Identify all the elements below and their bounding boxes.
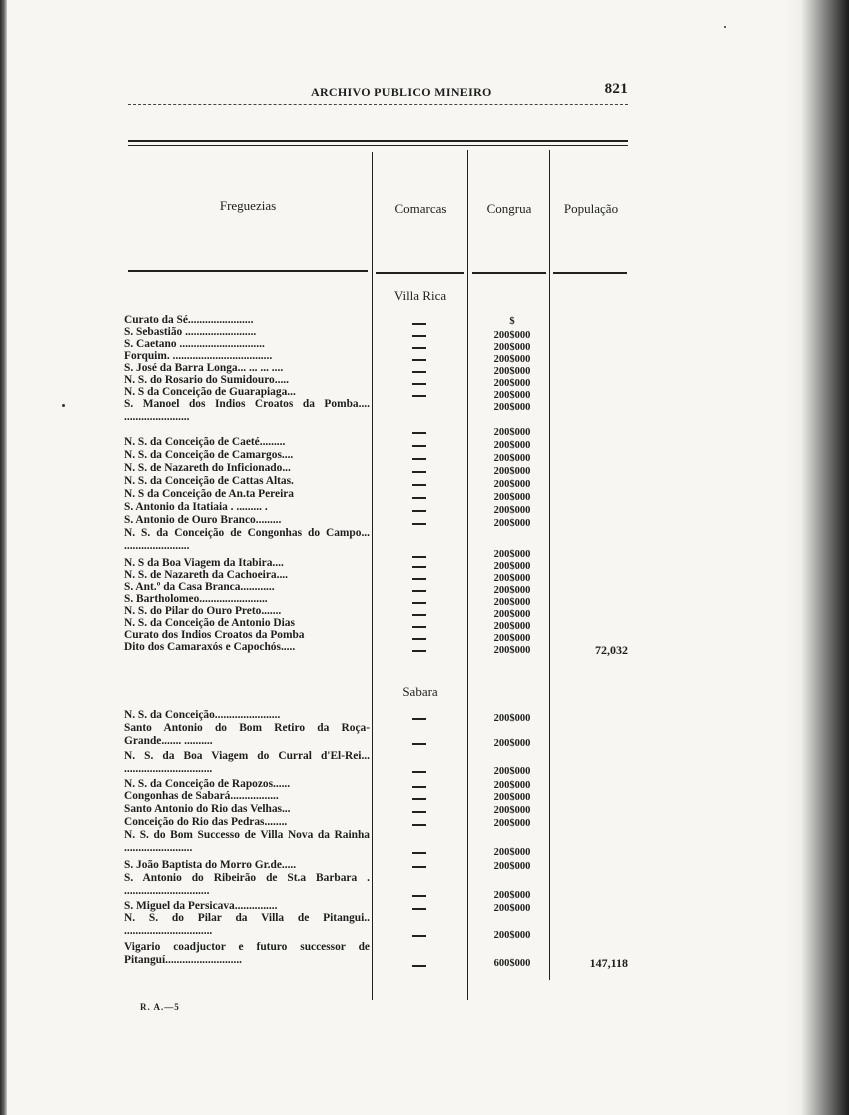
comarca-dash xyxy=(412,895,426,897)
comarca-dash xyxy=(412,786,426,788)
congrua-value: 200$000 xyxy=(493,621,531,632)
comarca-dash xyxy=(412,650,426,652)
comarca-dash xyxy=(412,626,426,628)
comarca-dash xyxy=(412,395,426,397)
congrua-value: 200$000 xyxy=(493,597,531,608)
comarca-dash xyxy=(412,566,426,568)
column-header-freguezias: Freguezias xyxy=(219,198,277,213)
comarca-dash xyxy=(412,471,426,473)
comarca-dash xyxy=(412,335,426,337)
freguezia-entry: S. Bartholomeo........................ xyxy=(124,593,268,605)
running-header xyxy=(128,82,628,104)
congrua-value: 200$000 xyxy=(493,330,531,341)
congrua-value: 200$000 xyxy=(493,633,531,644)
congrua-value: 200$000 xyxy=(493,861,531,872)
comarca-dash xyxy=(412,614,426,616)
freguezia-entry: N. S da Boa Viagem da Itabira.... xyxy=(124,557,284,569)
column-divider xyxy=(372,152,373,1000)
freguezia-entry: S. Antonio de Ouro Branco......... xyxy=(124,514,282,526)
congrua-value: 200$000 xyxy=(493,427,531,438)
column-header-populacao: População xyxy=(563,201,619,216)
comarca-dash xyxy=(412,484,426,486)
comarca-dash xyxy=(412,371,426,373)
freguezia-entry: S. Sebastião ......................... xyxy=(124,326,257,338)
comarca-dash xyxy=(412,935,426,937)
comarca-dash xyxy=(412,743,426,745)
congrua-value: 200$000 xyxy=(493,505,531,516)
freguezia-entry: N. S. da Conceição....................... xyxy=(124,709,281,721)
freguezia-entry: N. S. de Nazareth da Cachoeira.... xyxy=(124,569,288,581)
comarca-dash xyxy=(412,432,426,434)
comarca-dash xyxy=(412,602,426,604)
congrua-value: 200$000 xyxy=(493,645,531,656)
congrua-value: 200$000 xyxy=(493,453,531,464)
print-speck xyxy=(724,26,726,28)
populacao-total: 147,118 xyxy=(589,956,628,970)
header-underline xyxy=(553,272,627,274)
comarca-dash xyxy=(412,523,426,525)
freguezia-entry: Curato da Sé....................... xyxy=(124,314,254,326)
freguezia-entry: Vigario coadjuctor e futuro successor de Pitanguí........................... xyxy=(124,941,370,966)
comarca-dash xyxy=(412,359,426,361)
comarca-dash xyxy=(412,771,426,773)
header-underline xyxy=(128,270,368,272)
congrua-value: 200$000 xyxy=(493,609,531,620)
header-underline xyxy=(376,272,464,274)
column-divider xyxy=(467,150,468,1000)
comarca-dash xyxy=(412,718,426,720)
congrua-value: 200$000 xyxy=(493,390,531,401)
freguezia-entry: S. Antonio do Ribeirão de St.a Barbara . .............................. xyxy=(124,872,370,897)
comarca-dash xyxy=(412,445,426,447)
freguezia-entry: S. Antonio da Itatiaia . ......... . xyxy=(124,501,268,513)
congrua-value: 200$000 xyxy=(493,780,531,791)
congrua-value: 200$000 xyxy=(493,402,531,413)
comarca-dash xyxy=(412,347,426,349)
congrua-value: 200$000 xyxy=(493,847,531,858)
congrua-value: 200$000 xyxy=(493,549,531,560)
congrua-value: 200$000 xyxy=(493,903,531,914)
congrua-value: 200$000 xyxy=(493,479,531,490)
freguezia-entry: Santo Antonio do Bom Retiro da Roça-Grande....... .......... xyxy=(124,722,370,747)
column-divider xyxy=(549,150,550,980)
congrua-value: 200$000 xyxy=(493,573,531,584)
congrua-value: 200$000 xyxy=(493,518,531,529)
comarca-dash xyxy=(412,578,426,580)
comarca-dash xyxy=(412,798,426,800)
print-speck xyxy=(62,404,65,407)
freguezia-entry: N. S. do Pilar da Villa de Pitangui.. ............................... xyxy=(124,912,370,937)
freguezia-entry: N. S da Conceição de Guarapiaga... xyxy=(124,386,296,398)
congrua-value: 200$000 xyxy=(493,561,531,572)
freguezia-entry: S. Ant.º da Casa Branca............ xyxy=(124,581,275,593)
congrua-value: 200$000 xyxy=(493,930,531,941)
congrua-value: 200$000 xyxy=(493,366,531,377)
freguezia-entry: Conceição do Rio das Pedras........ xyxy=(124,816,288,828)
congrua-value: 200$000 xyxy=(493,378,531,389)
column-header-congrua: Congrua xyxy=(486,201,532,216)
freguezia-entry: N. S. do Rosario do Sumidouro..... xyxy=(124,374,289,386)
header-rule xyxy=(128,104,628,105)
freguezia-entry: N. S. do Pilar do Ouro Preto....... xyxy=(124,605,282,617)
freguezia-entry: Dito dos Camaraxós e Capochós..... xyxy=(124,641,296,653)
comarca-dash xyxy=(412,556,426,558)
freguezia-entry: N. S. da Conceição de Rapozos...... xyxy=(124,778,291,790)
congrua-value: 200$000 xyxy=(493,492,531,503)
congrua-value: 200$000 xyxy=(493,738,531,749)
congrua-value: 200$000 xyxy=(493,354,531,365)
freguezia-entry: N. S. da Conceição de Congonhas do Campo... ....................... xyxy=(124,527,370,552)
comarca-dash xyxy=(412,590,426,592)
congrua-value: 200$000 xyxy=(493,585,531,596)
comarca-dash xyxy=(412,811,426,813)
comarca-dash xyxy=(412,852,426,854)
page-number: 821 xyxy=(604,81,628,97)
freguezia-entry: N. S. da Conceição de Caeté......... xyxy=(124,436,286,448)
freguezia-entry: N. S. da Conceição de Camargos.... xyxy=(124,449,294,461)
congrua-value: 200$000 xyxy=(493,766,531,777)
page-edge-shadow xyxy=(785,0,849,1115)
freguezia-entry: N. S. da Conceição de Antonio Dias xyxy=(124,617,295,629)
comarca-dash xyxy=(412,323,426,325)
freguezia-entry: N. S. da Boa Viagem do Curral d'El-Rei... ............................... xyxy=(124,750,370,775)
printer-signature: R. A.—5 xyxy=(140,1002,180,1012)
populacao-total: 72,032 xyxy=(595,643,628,657)
header-underline xyxy=(472,272,546,274)
freguezia-entry: Forquim. ................................... xyxy=(124,350,273,362)
freguezia-entry: Santo Antonio do Rio das Velhas... xyxy=(124,803,291,815)
congrua-value: 200$000 xyxy=(493,818,531,829)
freguezia-entry: N. S. da Conceição de Cattas Altas. xyxy=(124,475,294,487)
congrua-value: 200$000 xyxy=(493,890,531,901)
congrua-value: 600$000 xyxy=(493,958,531,969)
comarca-dash xyxy=(412,908,426,910)
running-title: ARCHIVO PUBLICO MINEIRO xyxy=(311,85,492,99)
freguezia-entry: Curato dos Indios Croatos da Pomba xyxy=(124,629,305,641)
freguezia-entry: S. Miguel da Persicava............... xyxy=(124,900,278,912)
comarca-dash xyxy=(412,866,426,868)
comarca-dash xyxy=(412,458,426,460)
freguezia-entry: N. S. do Bom Successo de Villa Nova da Rainha ........................ xyxy=(124,829,370,854)
page-gutter-shadow xyxy=(0,0,7,1115)
comarca-heading: Sabara xyxy=(402,684,438,699)
freguezia-entry: Congonhas de Sabará................. xyxy=(124,790,279,802)
freguezia-entry: S. Manoel dos Indios Croatos da Pomba.... ....................... xyxy=(124,398,370,423)
congrua-value: 200$000 xyxy=(493,440,531,451)
freguezia-entry: S. Caetano .............................. xyxy=(124,338,265,350)
comarca-dash xyxy=(412,824,426,826)
comarca-heading: Villa Rica xyxy=(393,288,447,303)
congrua-value: 200$000 xyxy=(493,805,531,816)
column-header-comarcas: Comarcas xyxy=(394,201,447,216)
comarca-dash xyxy=(412,383,426,385)
freguezia-entry: S. José da Barra Longa... ... ... .... xyxy=(124,362,284,374)
comarca-dash xyxy=(412,638,426,640)
congrua-value: 200$000 xyxy=(493,713,531,724)
freguezia-entry: N. S da Conceição de An.ta Pereira xyxy=(124,488,294,500)
freguezia-entry: N. S. de Nazareth do Inficionado... xyxy=(124,462,291,474)
freguezia-entry: S. João Baptista do Morro Gr.de..... xyxy=(124,859,297,871)
congrua-unit: $ xyxy=(509,316,515,327)
table-top-rule xyxy=(128,140,628,146)
comarca-dash xyxy=(412,497,426,499)
congrua-value: 200$000 xyxy=(493,792,531,803)
congrua-value: 200$000 xyxy=(493,466,531,477)
comarca-dash xyxy=(412,965,426,967)
comarca-dash xyxy=(412,510,426,512)
congrua-value: 200$000 xyxy=(493,342,531,353)
